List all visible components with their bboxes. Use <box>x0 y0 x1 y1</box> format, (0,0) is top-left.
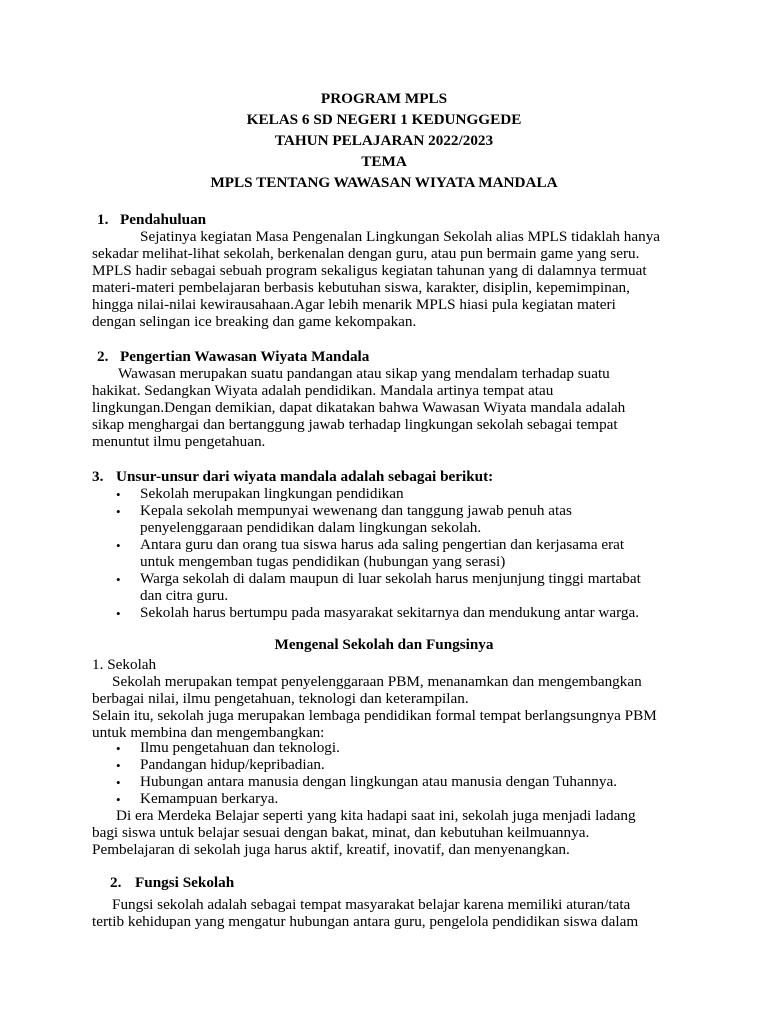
section-1-heading: Pendahuluan <box>120 211 207 228</box>
list-item: Warga sekolah di dalam maupun di luar sekolah harus menjunjung tinggi martabat <box>140 570 641 587</box>
section-1-line: sekadar melihat-lihat sekolah, berkenalan dengan guru, atau pun bermain game yang seru. <box>92 245 640 262</box>
sekolah-line: Selain itu, sekolah juga merupakan lembaga pendidikan formal tempat berlangsungnya PBM <box>92 707 657 724</box>
title-class: KELAS 6 SD NEGERI 1 KEDUNGGEDE <box>246 111 522 128</box>
title-year: TAHUN PELAJARAN 2022/2023 <box>274 132 494 149</box>
title-theme-label: TEMA <box>361 153 407 170</box>
list-item: Antara guru dan orang tua siswa harus ada saling pengertian dan kerjasama erat <box>140 536 625 553</box>
section-1-line: Sejatinya kegiatan Masa Pengenalan Lingkungan Sekolah alias MPLS tidaklah hanya <box>140 228 661 245</box>
list-item-continuation: untuk mengemban tugas pendidikan (hubungan yang serasi) <box>140 553 506 570</box>
section-1-line: materi-materi pembelajaran berbasis kebutuhan siswa, karakter, disiplin, kepemimpinan, <box>92 279 630 296</box>
section-2-line: menuntut ilmu pengetahuan. <box>92 433 266 450</box>
list-item: Hubungan antara manusia dengan lingkungan atau manusia dengan Tuhannya. <box>140 773 618 790</box>
bullet-icon: • <box>116 606 121 621</box>
section-3-heading: Unsur-unsur dari wiyata mandala adalah sebagai berikut: <box>116 468 494 485</box>
subsection-sekolah: 1. Sekolah <box>92 656 157 673</box>
title-theme: MPLS TENTANG WAWASAN WIYATA MANDALA <box>210 174 558 191</box>
subsection-fungsi-heading: Fungsi Sekolah <box>135 874 235 891</box>
sekolah-line: untuk membina dan mengembangkan: <box>92 724 325 741</box>
list-item: Ilmu pengetahuan dan teknologi. <box>140 739 340 756</box>
sekolah-line: Sekolah merupakan tempat penyelenggaraan PBM, menanamkan dan mengembangkan <box>112 673 642 690</box>
title-program: PROGRAM MPLS <box>320 90 448 107</box>
sekolah-line: Di era Merdeka Belajar seperti yang kita hadapi saat ini, sekolah juga menjadi ladang <box>116 807 636 824</box>
list-item: Sekolah harus bertumpu pada masyarakat sekitarnya dan mendukung antar warga. <box>140 604 640 621</box>
section-3-number: 3. <box>92 468 104 485</box>
bullet-icon: • <box>116 792 121 807</box>
list-item: Sekolah merupakan lingkungan pendidikan <box>140 485 404 502</box>
bullet-icon: • <box>116 572 121 587</box>
list-item: Kepala sekolah mempunyai wewenang dan tanggung jawab penuh atas <box>140 502 572 519</box>
subheading-mengenal-sekolah: Mengenal Sekolah dan Fungsinya <box>274 636 494 653</box>
bullet-icon: • <box>116 758 121 773</box>
section-2-line: hakikat. Sedangkan Wiyata adalah pendidikan. Mandala artinya tempat atau <box>92 382 554 399</box>
bullet-icon: • <box>116 487 121 502</box>
subsection-fungsi-number: 2. <box>110 874 122 891</box>
section-1-line: MPLS hadir sebagai sebuah program sekaligus kegiatan tahunan yang di dalamnya termuat <box>92 262 647 279</box>
list-item-continuation: dan citra guru. <box>140 587 229 604</box>
section-2-heading: Pengertian Wawasan Wiyata Mandala <box>120 348 370 365</box>
list-item-continuation: penyelenggaraan pendidikan dalam lingkungan sekolah. <box>140 519 482 536</box>
list-item: Pandangan hidup/kepribadian. <box>140 756 325 773</box>
bullet-icon: • <box>116 538 121 553</box>
section-2-line: sikap menghargai dan bertanggung jawab terhadap lingkungan sekolah sebagai tempat <box>92 416 618 433</box>
section-2-line: Wawasan merupakan suatu pandangan atau sikap yang mendalam terhadap suatu <box>118 365 610 382</box>
section-1-line: dengan selingan ice breaking dan game kekompakan. <box>92 313 417 330</box>
fungsi-line: tertib kehidupan yang mengatur hubungan antara guru, pengelola pendidikan siswa dalam <box>92 913 639 930</box>
bullet-icon: • <box>116 504 121 519</box>
sekolah-line: bagi siswa untuk belajar sesuai dengan bakat, minat, dan kebutuhan keilmuannya. <box>92 824 590 841</box>
bullet-icon: • <box>116 775 121 790</box>
sekolah-line: berbagai nilai, ilmu pengetahuan, teknologi dan keterampilan. <box>92 690 469 707</box>
fungsi-line: Fungsi sekolah adalah sebagai tempat masyarakat belajar karena memiliki aturan/tata <box>112 896 631 913</box>
section-1-line: hingga nilai-nilai kewirausahaan.Agar lebih menarik MPLS hiasi pula kegiatan materi <box>92 296 616 313</box>
section-2-number: 2. <box>97 348 109 365</box>
section-2-line: lingkungan.Dengan demikian, dapat dikatakan bahwa Wawasan Wiyata mandala adalah <box>92 399 626 416</box>
section-1-number: 1. <box>97 211 109 228</box>
bullet-icon: • <box>116 741 121 756</box>
sekolah-line: Pembelajaran di sekolah juga harus aktif, kreatif, inovatif, dan menyenangkan. <box>92 841 570 858</box>
list-item: Kemampuan berkarya. <box>140 790 279 807</box>
